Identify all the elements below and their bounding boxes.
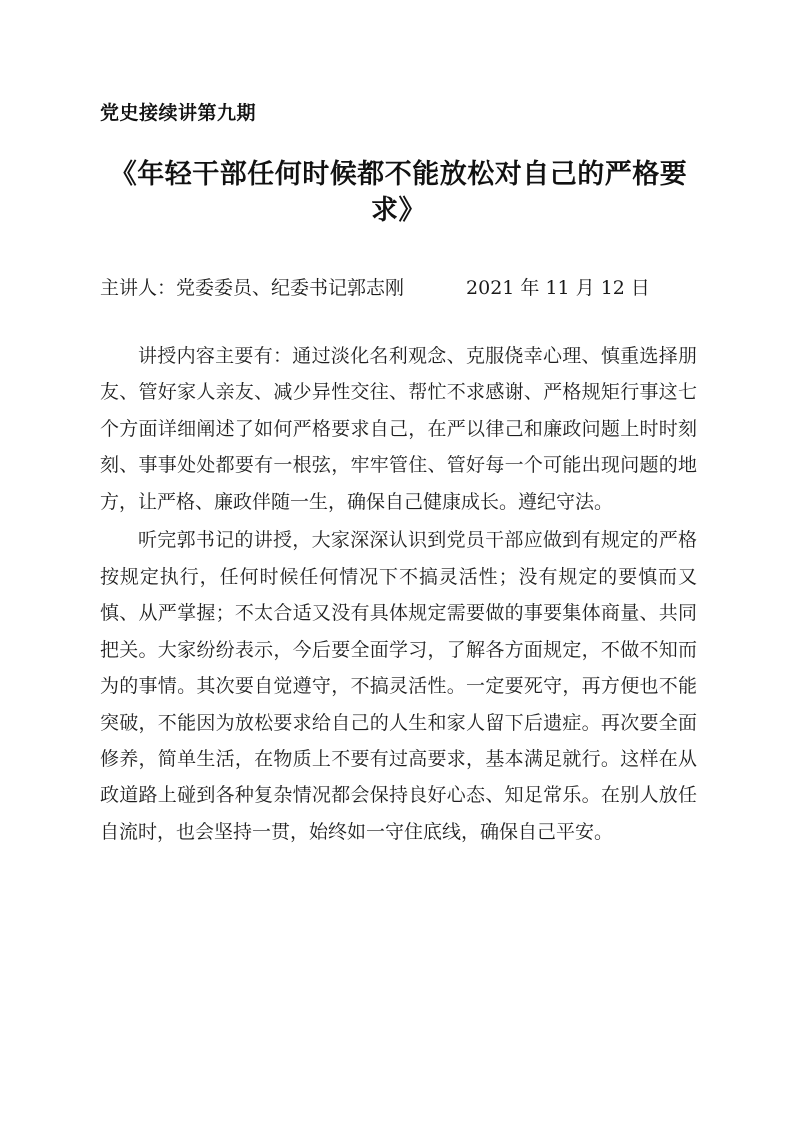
body-paragraph: 讲授内容主要有：通过淡化名利观念、克服侥幸心理、慎重选择朋友、管好家人亲友、减少异性交往、帮忙不求感谢、严格规矩行事这七个方面详细阐述了如何严格要求自己，在严以律己和廉政问题上时时刻刻、事事处处都要有一根弦，牢牢管住、管好每一个可能出现问题的地方，让严格、廉政伴随一生，确保自己健康成长。遵纪守法。 — [100, 344, 697, 513]
body-paragraph: 听完郭书记的讲授，大家深深认识到党员干部应做到有规定的严格按规定执行，任何时候任何情况下不搞灵活性；没有规定的要慎而又慎、从严掌握；不太合适又没有具体规定需要做的事要集体商量、共同把关。大家纷纷表示，今后要全面学习，了解各方面规定，不做不知而为的事情。其次要自觉遵守，不搞灵活性。一定要死守，再方便也不能突破，不能因为放松要求给自己的人生和家人留下后遗症。再次要全面修养，简单生活，在物质上不要有过高要求，基本满足就行。这样在从政道路上碰到各种复杂情况都会保持良好心态、知足常乐。在别人放任自流时，也会坚持一贯，始终如一守住底线，确保自己平安。 — [100, 529, 697, 843]
byline-date: 2021 年 11 月 12 日 — [466, 277, 650, 300]
byline-speaker: 主讲人：党委委员、纪委书记郭志刚 — [100, 277, 405, 300]
document-title: 《年轻干部任何时候都不能放松对自己的严格要求》 — [109, 158, 688, 227]
byline — [100, 273, 697, 303]
document-kicker: 党史接续讲第九期 — [100, 102, 257, 124]
